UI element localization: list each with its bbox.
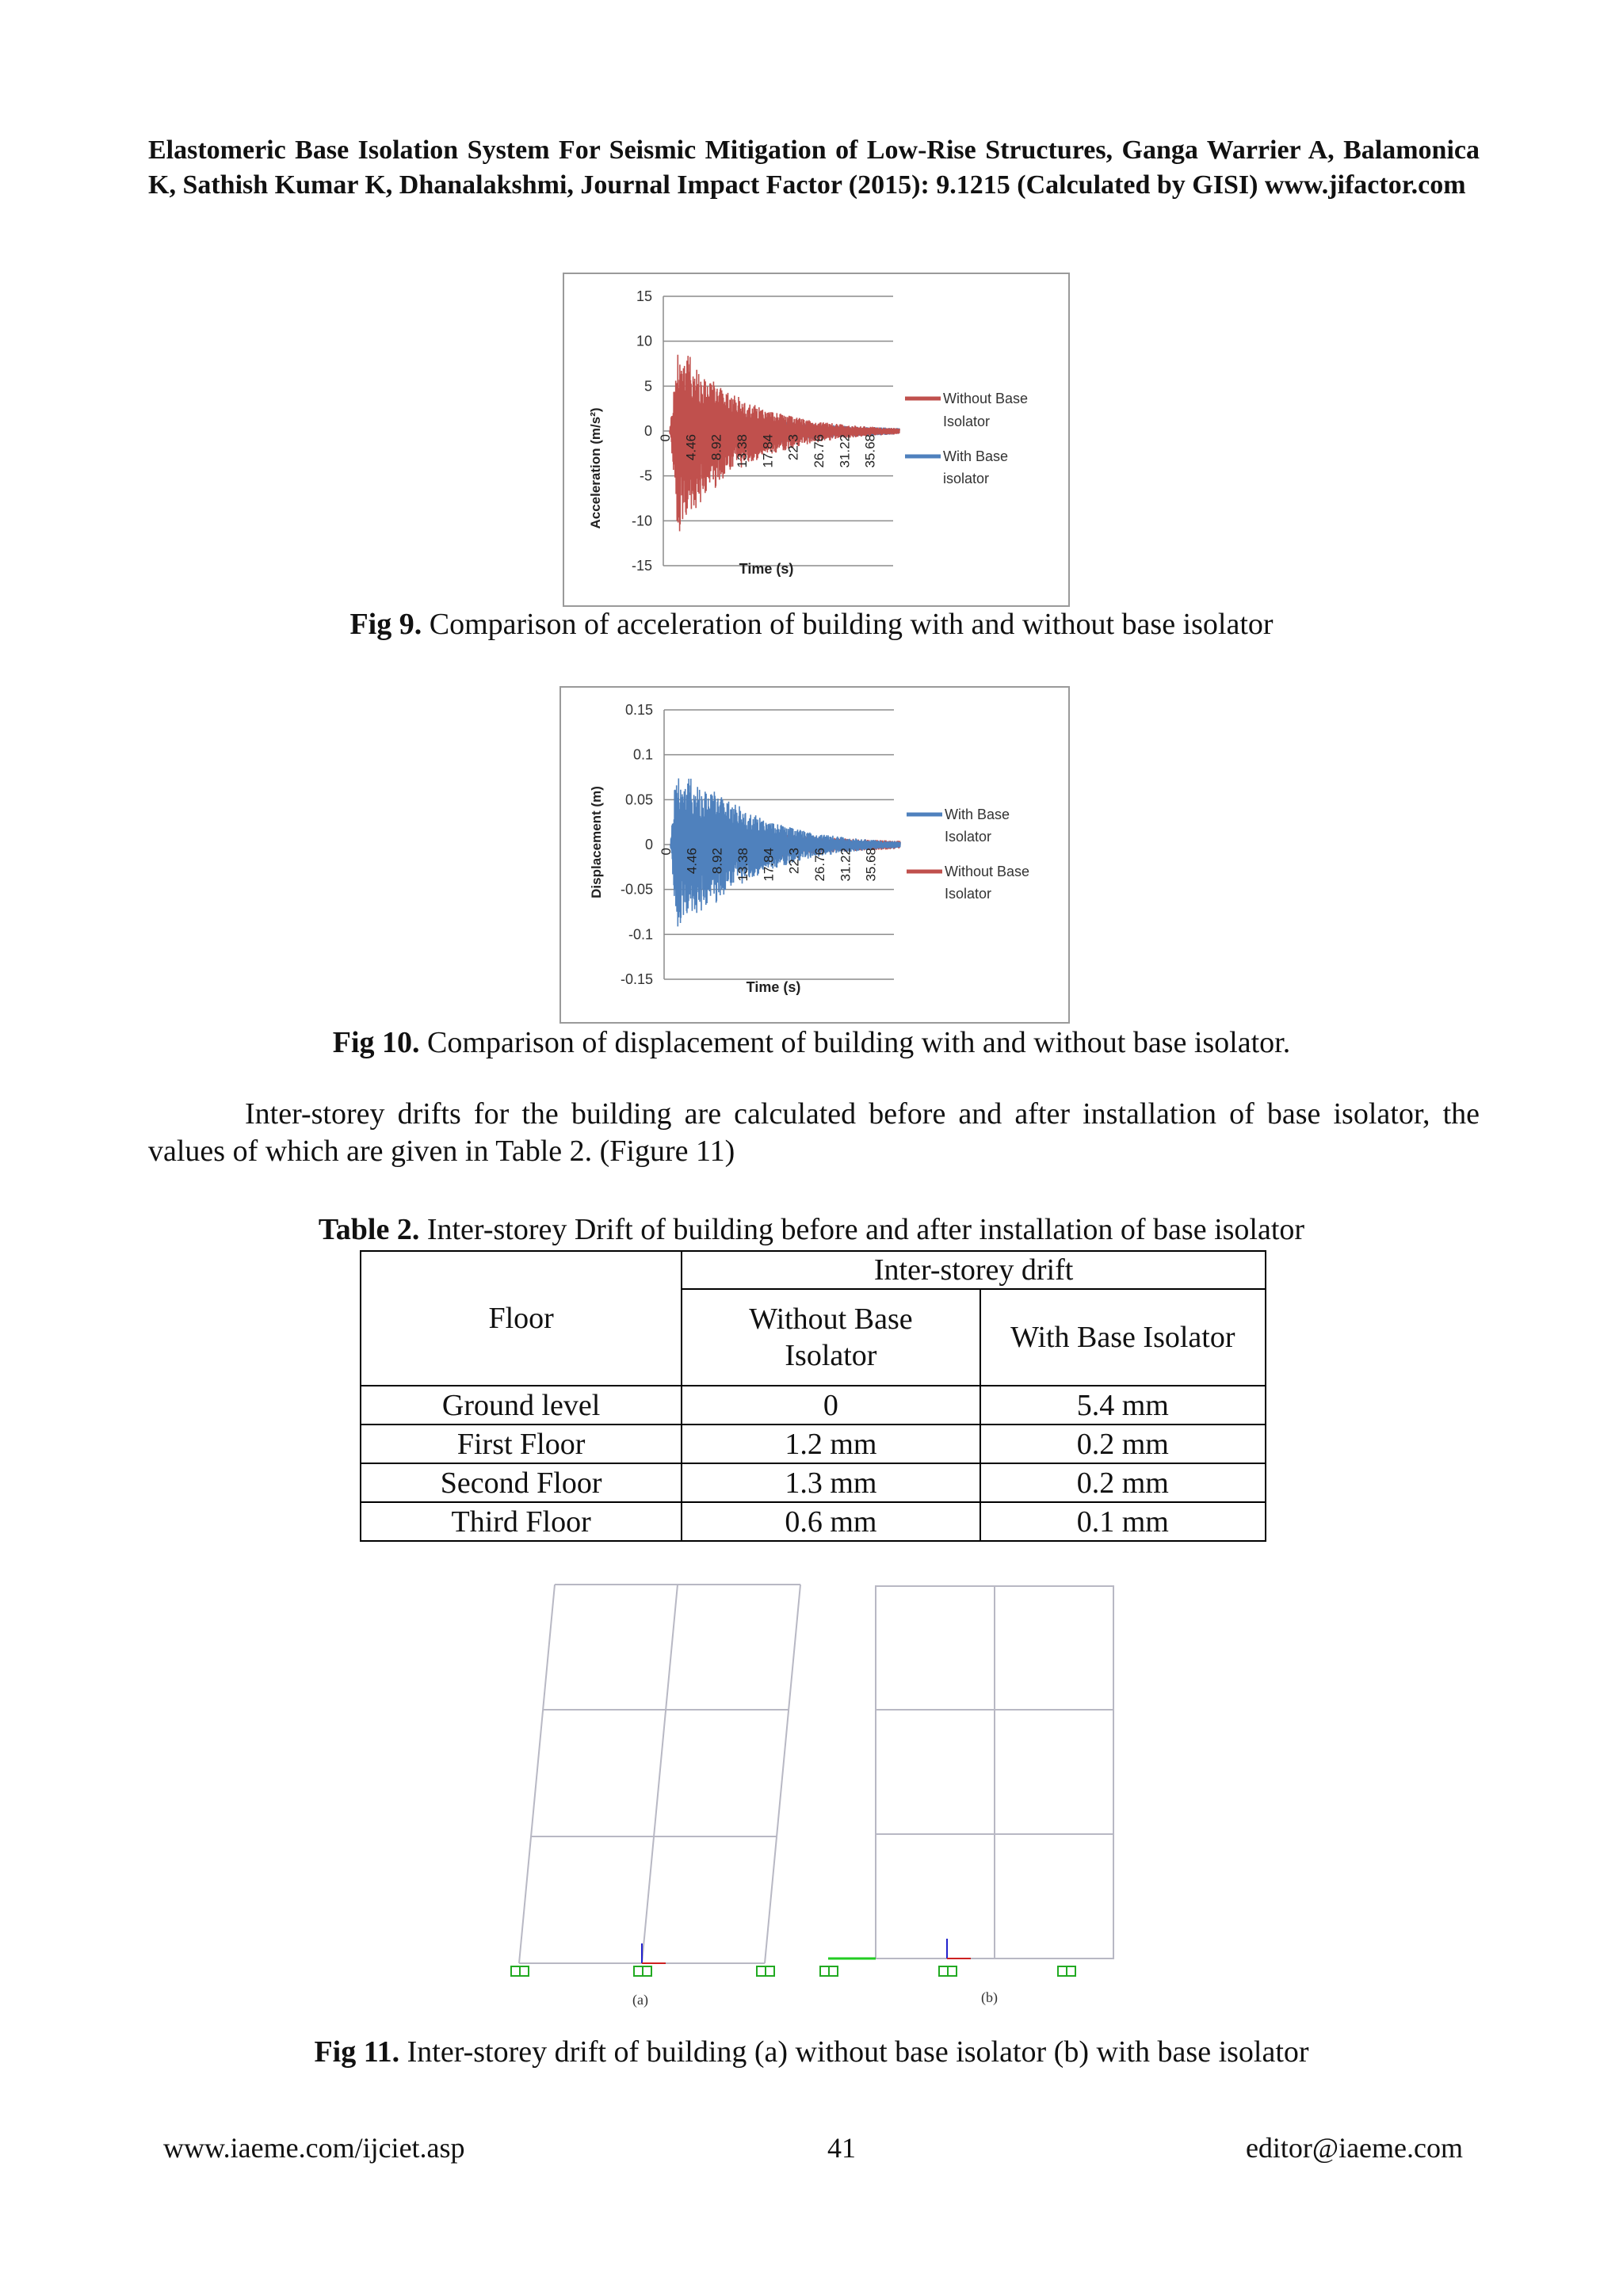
caption-text: Comparison of acceleration of building with and without base isolator: [422, 608, 1274, 641]
cell-without: 0: [682, 1386, 980, 1425]
y-tick-label: -15: [631, 558, 652, 574]
header-without-line2: Isolator: [785, 1339, 877, 1372]
caption-text: Comparison of displacement of building with and without base isolator.: [419, 1026, 1291, 1059]
y-tick-label: 15: [636, 288, 652, 304]
x-tick-label: 35.68: [863, 848, 879, 882]
y-axis-label: Acceleration (m/s²): [588, 407, 603, 529]
supports-b: [820, 1966, 1075, 1976]
header-with: With Base Isolator: [980, 1289, 1266, 1386]
x-tick-label: 31.22: [838, 848, 854, 882]
header-floor: Floor: [361, 1251, 682, 1386]
figure-9-caption: [0, 607, 1623, 642]
x-axis-label: Time (s): [739, 561, 794, 577]
x-tick-label: 13.38: [735, 848, 751, 882]
x-tick-label: 17.84: [760, 434, 776, 468]
table-caption: [0, 1212, 1623, 1247]
y-tick-label: 5: [643, 378, 652, 395]
y-tick-label: 10: [636, 333, 652, 349]
x-tick-label: 22.3: [786, 848, 802, 875]
x-tick-label: 4.46: [684, 848, 700, 875]
legend-label: Isolator: [945, 886, 992, 902]
cell-floor: First Floor: [361, 1425, 682, 1463]
x-tick-label: 8.92: [709, 848, 725, 875]
cell-without: 0.6 mm: [682, 1502, 980, 1541]
cell-floor: Second Floor: [361, 1463, 682, 1502]
y-tick-label: 0.05: [624, 791, 653, 808]
figure-9-chart: [563, 273, 1070, 607]
x-tick-label: 35.68: [862, 434, 878, 468]
subfigure-label-b: (b): [981, 1989, 998, 2005]
footer-url[interactable]: www.iaeme.com/ijciet.asp: [163, 2132, 465, 2164]
header-without: [682, 1289, 980, 1386]
y-axis-label: Displacement (m): [589, 786, 604, 898]
caption-label: Fig 9.: [349, 608, 422, 641]
figure-10-chart: [559, 686, 1070, 1024]
figure-10-caption: [0, 1025, 1623, 1060]
acceleration-chart: [564, 274, 1068, 605]
y-tick-label: -0.05: [620, 881, 653, 898]
legend-label: With Base: [945, 807, 1010, 822]
table-row: [361, 1386, 1266, 1425]
x-tick-label: 0: [658, 434, 673, 442]
cell-with: 0.2 mm: [980, 1425, 1266, 1463]
footer-email[interactable]: editor@iaeme.com: [1245, 2132, 1463, 2164]
running-header: Elastomeric Base Isolation System For Seismic Mitigation of Low-Rise Structures, Ganga Warrier A, Balamonica K, Sathish Kumar K, Dhanalakshmi, Journal Impact Factor (2015): 9.1215 (Calculated by GISI) www.jifactor.com: [148, 135, 1480, 200]
cell-with: 5.4 mm: [980, 1386, 1266, 1425]
cell-floor: Ground level: [361, 1386, 682, 1425]
x-tick-label: 4.46: [683, 434, 699, 461]
x-tick-label: 0: [659, 848, 674, 856]
figure-11-caption: [0, 2035, 1623, 2069]
y-tick-label: 0: [643, 423, 652, 439]
body-paragraph: Inter-storey drifts for the building are calculated before and after installation of base isolator, the values of which are given in Table 2. (Figure 11): [148, 1097, 1480, 1168]
x-tick-label: 13.38: [735, 434, 750, 468]
x-tick-label: 17.84: [761, 848, 777, 882]
legend-label: isolator: [943, 471, 990, 486]
table-row: [361, 1425, 1266, 1463]
figure-11-drawing: [499, 1573, 1133, 2016]
cell-with: 0.1 mm: [980, 1502, 1266, 1541]
cell-with: 0.2 mm: [980, 1463, 1266, 1502]
y-tick-label: -10: [631, 513, 652, 529]
supports-a: [511, 1966, 774, 1976]
drift-table: [360, 1250, 1266, 1542]
x-tick-label: 26.76: [812, 848, 828, 882]
cell-floor: Third Floor: [361, 1502, 682, 1541]
header-group: Inter-storey drift: [682, 1251, 1266, 1289]
y-tick-label: 0: [644, 837, 653, 852]
frame-a: [519, 1585, 800, 1963]
x-tick-label: 26.76: [812, 434, 827, 468]
y-tick-label: -5: [639, 467, 652, 484]
frame-b: [876, 1586, 1113, 1958]
y-tick-label: 0.1: [632, 746, 653, 763]
subfigure-label-a: (a): [632, 1992, 648, 2008]
legend-label: Isolator: [945, 829, 992, 845]
x-tick-label: 22.3: [785, 434, 801, 461]
caption-label: Fig 11.: [314, 2035, 400, 2069]
cell-without: 1.3 mm: [682, 1463, 980, 1502]
caption-text: Inter-storey drift of building (a) without base isolator (b) with base isolator: [399, 2035, 1309, 2069]
y-tick-label: 0.15: [624, 702, 653, 718]
legend-label: Isolator: [943, 414, 991, 429]
x-axis-label: Time (s): [746, 979, 801, 995]
caption-label: Table 2.: [318, 1213, 420, 1246]
y-tick-label: -0.15: [620, 971, 653, 987]
displacement-chart: [561, 688, 1068, 1022]
caption-label: Fig 10.: [332, 1026, 420, 1059]
legend-label: With Base: [943, 448, 1009, 464]
x-tick-label: 8.92: [708, 434, 724, 461]
table-row: [361, 1502, 1266, 1541]
cell-without: 1.2 mm: [682, 1425, 980, 1463]
legend-label: Without Base: [943, 391, 1029, 406]
table-row: [361, 1463, 1266, 1502]
header-without-line1: Without Base: [749, 1302, 913, 1336]
legend-label: Without Base: [945, 864, 1030, 879]
x-tick-label: 31.22: [837, 434, 853, 468]
caption-text: Inter-storey Drift of building before and after installation of base isolator: [419, 1213, 1305, 1246]
y-tick-label: -0.1: [628, 926, 653, 943]
page-number: 41: [827, 2132, 856, 2164]
